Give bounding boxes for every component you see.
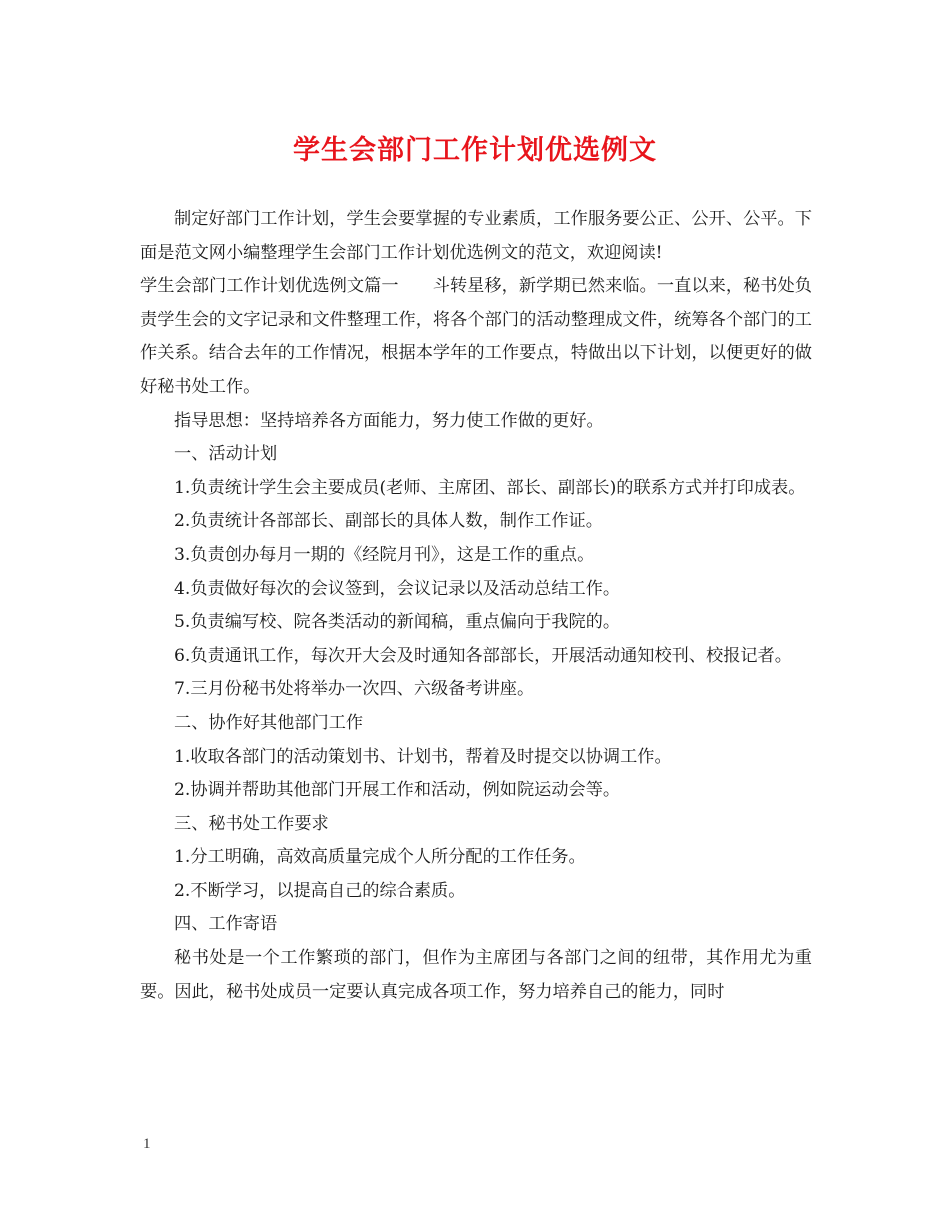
cooperation-item: 1.收取各部门的活动策划书、计划书，帮着及时提交以协调工作。 [174,746,672,767]
closing-paragraph: 秘书处是一个工作繁琐的部门，但作为主席团与各部门之间的纽带，其作用尤为重要。因此，秘书处成员一定要认真完成各项工作，努力培养自己的能力，同时 [140,948,812,1002]
activity-item: 1.负责统计学生会主要成员(老师、主席团、部长、副部长)的联系方式并打印成表。 [174,477,806,498]
page-number: 1 [143,1136,151,1152]
heading-cooperation: 二、协作好其他部门工作 [174,712,364,733]
cooperation-item: 2.协调并帮助其他部门开展工作和活动，例如院运动会等。 [174,780,621,801]
activity-item: 5.负责编写校、院各类活动的新闻稿，重点偏向于我院的。 [174,612,621,633]
activity-item: 3.负责创办每月一期的《经院月刊》，这是工作的重点。 [174,544,595,565]
guiding-principle: 指导思想：坚持培养各方面能力，努力使工作做的更好。 [174,410,604,431]
activity-item: 6.负责通讯工作，每次开大会及时通知各部部长，开展活动通知校刊、校报记者。 [174,645,792,666]
requirement-item: 2.不断学习，以提高自己的综合素质。 [174,880,466,901]
heading-requirements: 三、秘书处工作要求 [174,813,329,834]
document-body [140,203,812,1009]
intro-paragraph: 制定好部门工作计划，学生会要掌握的专业素质，工作服务要公正、公开、公平。下面是范文网小编整理学生会部门工作计划优选例文的范文，欢迎阅读! [140,209,812,263]
activity-item: 4.负责做好每次的会议签到，会议记录以及活动总结工作。 [174,578,621,599]
heading-message: 四、工作寄语 [174,914,278,935]
heading-activity-plan: 一、活动计划 [174,444,278,465]
activity-item: 7.三月份秘书处将举办一次四、六级备考讲座。 [174,679,535,700]
activity-item: 2.负责统计各部部长、副部长的具体人数，制作工作证。 [174,511,603,532]
section-paragraph [140,270,812,404]
document-title: 学生会部门工作计划优选例文 [293,135,657,166]
requirement-item: 1.分工明确，高效高质量完成个人所分配的工作任务。 [174,847,586,868]
section-intro: 斗转星移，新学期已然来临。一直以来，秘书处负责学生会的文字记录和文件整理工作，将各个部门的活动整理成文件，统筹各个部门的工作关系。结合去年的工作情况，根据本学年的工作要点，特做出以下计划，以便更好的做好秘书处工作。 [140,276,812,397]
section-label: 学生会部门工作计划优选例文篇一 [140,276,399,297]
